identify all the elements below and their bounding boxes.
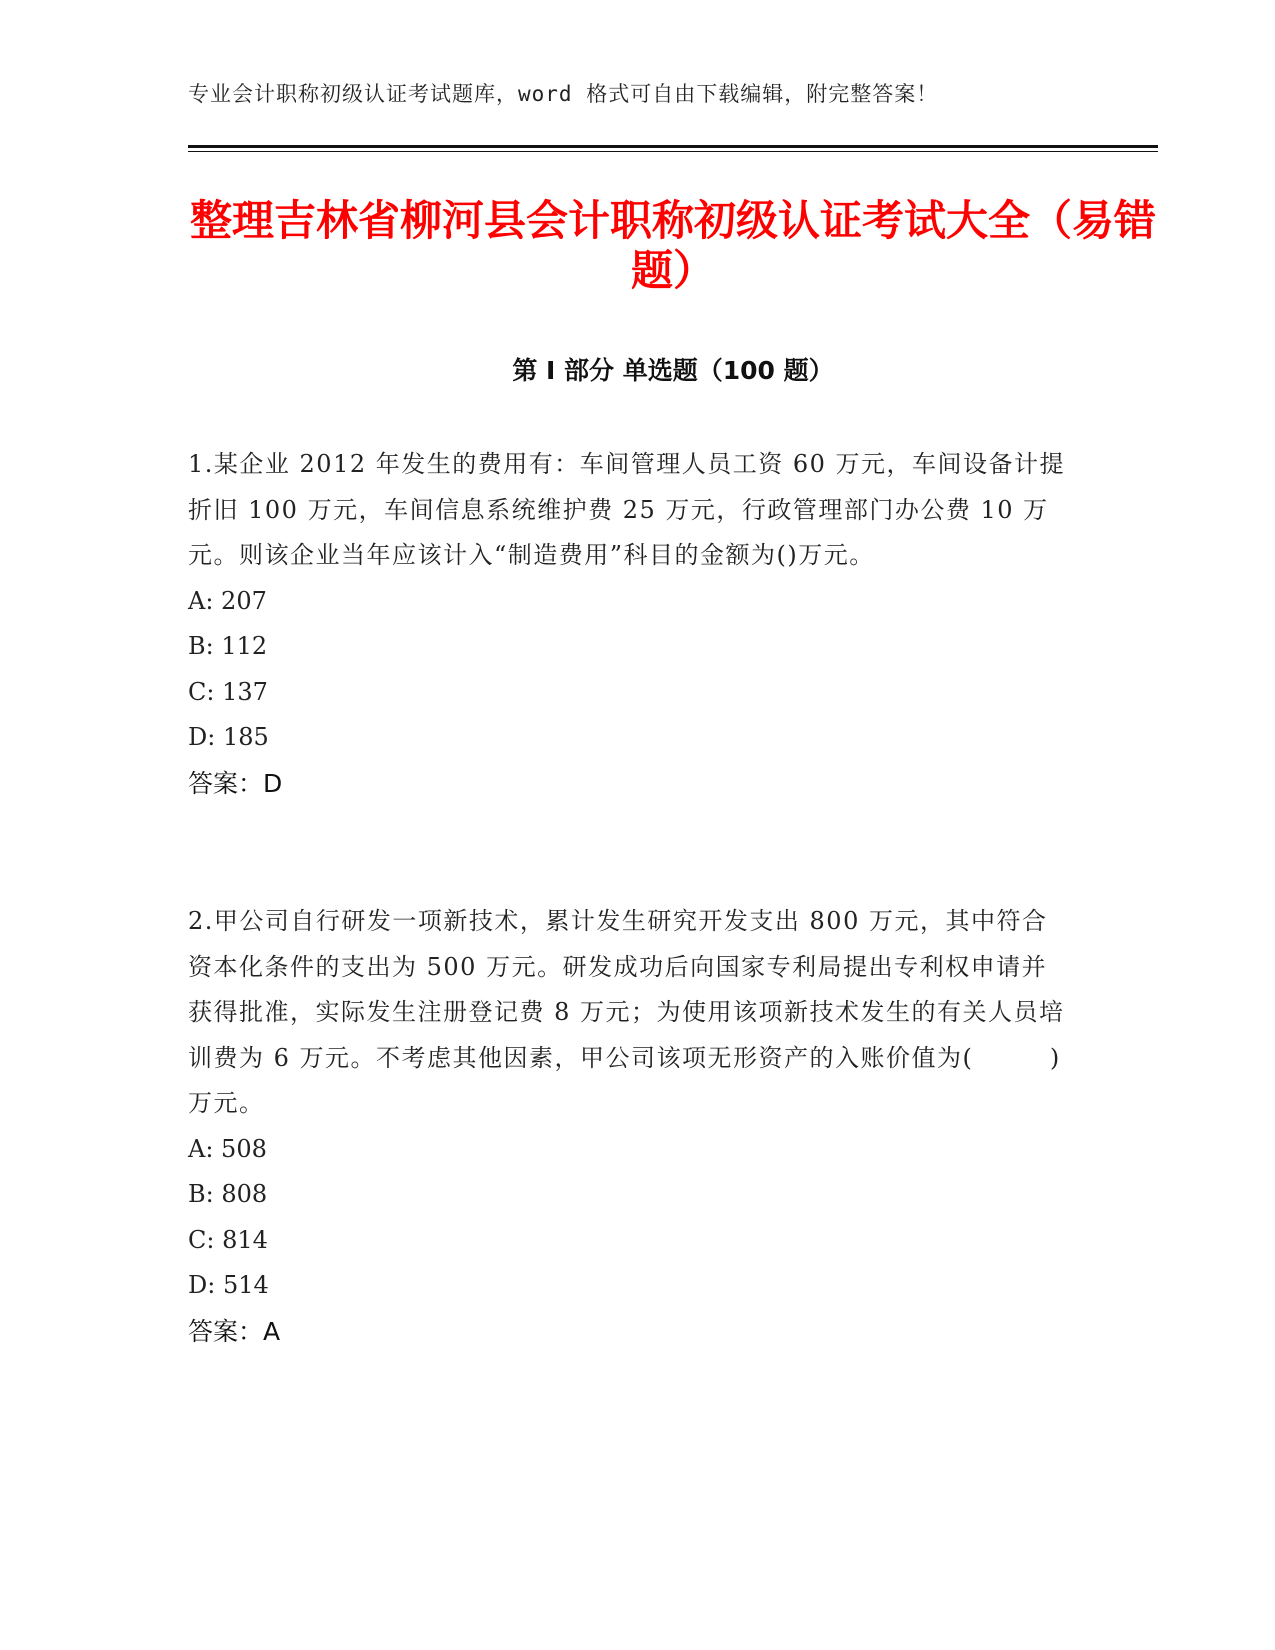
option-b: B: 112 xyxy=(188,632,268,660)
document-title: 整理吉林省柳河县会计职称初级认证考试大全（易错题） xyxy=(189,196,1156,295)
option-c: C: 814 xyxy=(188,1225,268,1254)
question-1 xyxy=(188,442,1068,806)
header-divider-thick xyxy=(188,145,1158,148)
option-c: C: 137 xyxy=(188,677,268,706)
question-stem: 2.甲公司自行研发一项新技术，累计发生研究开发支出 800 万元，其中符合资本化条件的支出为 500 万元。研发成功后向国家专利局提出专利权申请并获得批准，实际发生注册登记费 8 万元；为使用该项新技术发生的有关人员培训费为 6 万元。不考虑其他因素，甲公司该项无形资产的入账价值为( )万元。 xyxy=(188,907,1065,1117)
option-a: A: 508 xyxy=(188,1134,267,1163)
option-d: D: 185 xyxy=(188,723,269,751)
header-divider-thin xyxy=(188,151,1158,152)
option-b: B: 808 xyxy=(188,1180,268,1208)
question-2 xyxy=(188,899,1068,1354)
section-heading: 第 I 部分 单选题（100 题） xyxy=(512,356,834,385)
option-d: D: 514 xyxy=(188,1271,269,1299)
header-note: 专业会计职称初级认证考试题库，word 格式可自由下载编辑，附完整答案！ xyxy=(188,82,939,106)
option-a: A: 207 xyxy=(188,586,267,615)
answer-line: 答案：A xyxy=(188,1316,281,1346)
answer-line: 答案：D xyxy=(188,768,283,798)
question-stem: 1.某企业 2012 年发生的费用有：车间管理人员工资 60 万元，车间设备计提折旧 100 万元，车间信息系统维护费 25 万元，行政管理部门办公费 10 万元。则该企业当年应该计入“制造费用”科目的金额为()万元。 xyxy=(188,450,1066,569)
